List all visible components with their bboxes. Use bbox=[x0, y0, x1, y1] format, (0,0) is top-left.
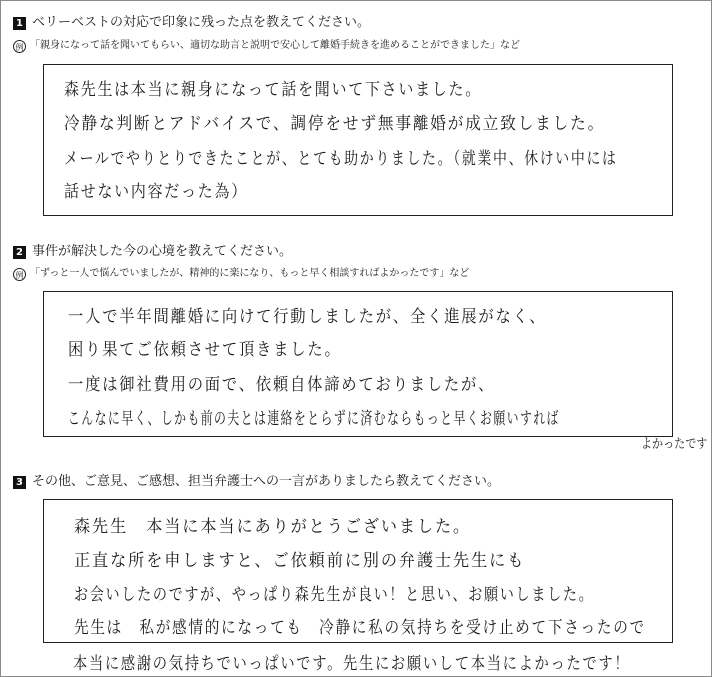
answer-3-line-1: 森先生 本当に本当にありがとうございました。 bbox=[74, 517, 472, 537]
answer-3-line-5: 本当に感謝の気持ちでいっぱいです。先生にお願いして本当によかったです！ bbox=[73, 654, 631, 674]
question-2-title: 事件が解決した今の心境を教えてください。 bbox=[32, 244, 293, 259]
answer-1-line-2: 冷静な判断とアドバイスで、調停をせず無事離婚が成立致しました。 bbox=[64, 114, 606, 134]
question-2-header bbox=[13, 244, 292, 260]
answer-1-line-4: 話せない内容だった為） bbox=[64, 182, 248, 202]
answer-3-line-3: お会いしたのですが、やっぱり森先生が良い！と思い、お願いしました。 bbox=[74, 585, 595, 605]
question-3-title: その他、ご意見、ご感想、担当弁護士への一言がありましたら教えてください。 bbox=[32, 474, 501, 489]
answer-2-line-3: 一度は御社費用の面で、依頼自体諦めておりましたが、 bbox=[68, 375, 496, 395]
answer-2-line-1: 一人で半年間離婚に向けて行動しましたが、全く進展がなく、 bbox=[68, 307, 547, 327]
question-1-title: ベリーベストの対応で印象に残った点を教えてください。 bbox=[32, 15, 371, 30]
question-2-example-text: 「ずっと一人で悩んでいましたが、精神的に楽になり、もっと早く相談すればよかったです」など bbox=[30, 268, 470, 279]
answer-box-3 bbox=[43, 499, 673, 643]
answer-box-1 bbox=[43, 64, 673, 216]
question-1-example bbox=[13, 39, 520, 53]
answer-2-line-4: こんなに早く、しかも前の夫とは連絡をとらずに済むならもっと早くお願いすれば bbox=[68, 409, 560, 429]
question-3-number: 3 bbox=[13, 476, 26, 489]
answer-3-line-2: 正直な所を申しますと、ご依頼前に別の弁護士先生にも bbox=[74, 551, 526, 571]
question-1-header bbox=[13, 15, 370, 31]
answer-3-line-4: 先生は 私が感情的になっても 冷静に私の気持ちを受け止めて下さったので bbox=[74, 618, 646, 638]
question-1-number: 1 bbox=[13, 17, 26, 30]
question-2-example bbox=[13, 267, 469, 281]
answer-1-line-3: メールでやりとりできたことが、とても助かりました。（就業中、休けい中には bbox=[64, 149, 618, 169]
example-mark-icon: 例 bbox=[13, 268, 26, 281]
question-3-header bbox=[13, 474, 500, 490]
answer-box-2 bbox=[43, 291, 673, 437]
answer-2-line-2: 困り果てご依頼させて頂きました。 bbox=[68, 340, 342, 360]
question-2-number: 2 bbox=[13, 246, 26, 259]
answer-2-overflow-text: よかったです bbox=[641, 437, 708, 452]
question-1-example-text: 「親身になって話を聞いてもらい、適切な助言と説明で安心して離婚手続きを進めることができました」など bbox=[30, 40, 520, 51]
example-mark-icon: 例 bbox=[13, 40, 26, 53]
answer-1-line-1: 森先生は本当に親身になって話を聞いて下さいました。 bbox=[64, 80, 482, 100]
